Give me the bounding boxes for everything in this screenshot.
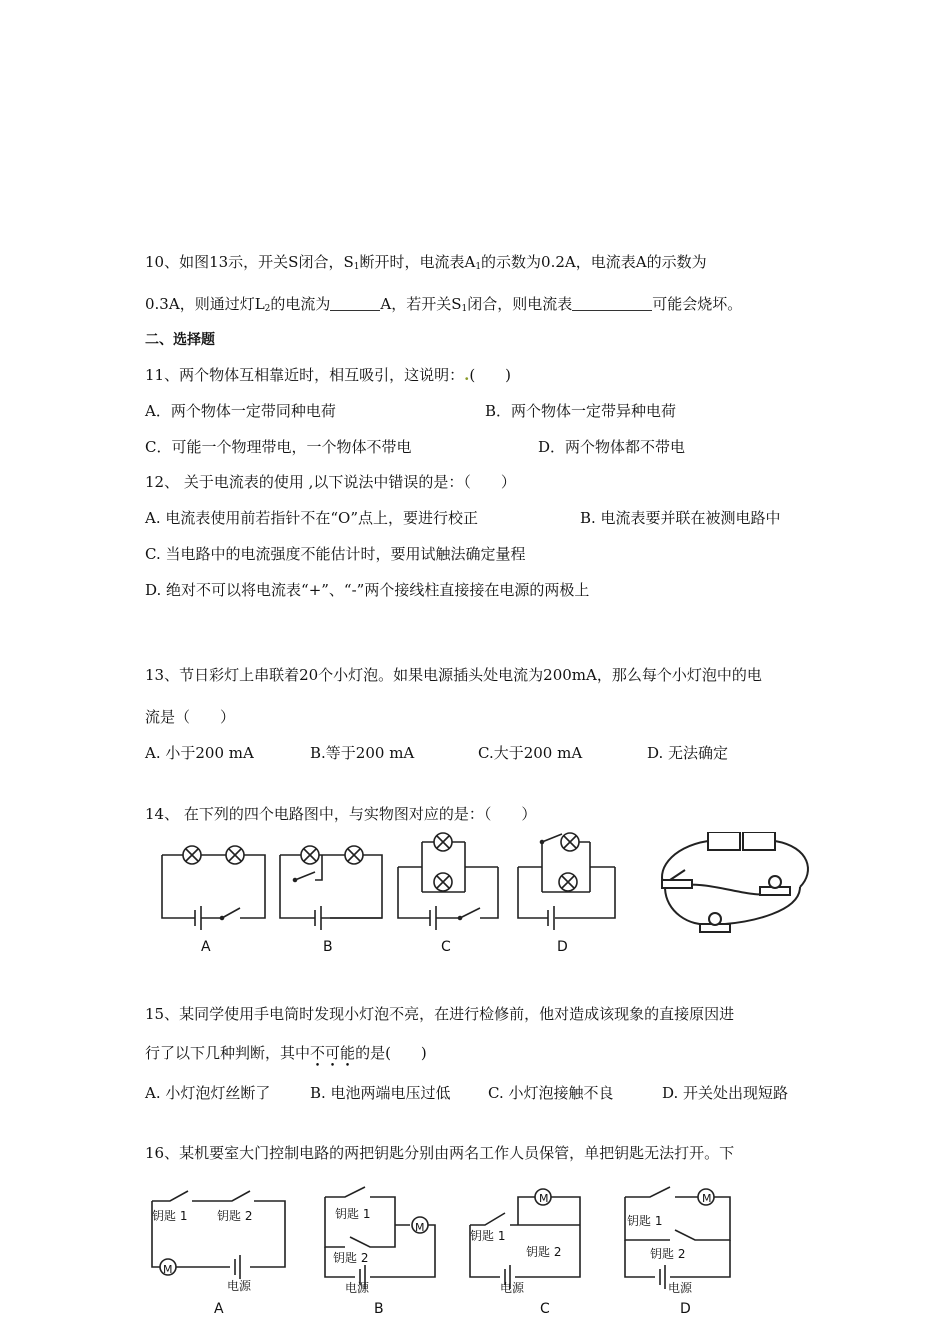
q15-line1: 15、某同学使用手电筒时发现小灯泡不亮，在进行检修前，他对造成该现象的直接原因进 <box>145 1005 735 1023</box>
q13-option-a: A. 小于200 mA <box>145 744 254 762</box>
circuit-16-b <box>325 1187 435 1289</box>
answer-blank-1[interactable] <box>330 296 380 311</box>
q13-line2: 流是（ ） <box>145 708 236 726</box>
q14-label-b: B <box>323 939 333 955</box>
q14-stem: 14、 在下列的四个电路图中，与实物图对应的是：（ ） <box>145 805 537 823</box>
q11-option-c: C．可能一个物理带电，一个物体不带电 <box>145 438 412 456</box>
q11-option-a: A．两个物体一定带同种电荷 <box>145 402 336 420</box>
q15-option-b: B. 电池两端电压过低 <box>310 1084 451 1102</box>
q16-c-key1: 钥匙 1 <box>470 1229 506 1243</box>
answer-blank-2[interactable] <box>572 296 652 311</box>
q16-a-motor: M <box>163 1263 173 1276</box>
q16-b-power: 电源 <box>345 1281 370 1295</box>
q15-option-a: A. 小灯泡灯丝断了 <box>145 1084 271 1102</box>
q12-option-c: C. 当电路中的电流强度不能估计时，要用试触法确定量程 <box>145 545 526 563</box>
q16-c-key2: 钥匙 2 <box>526 1245 562 1259</box>
q14-label-a: A <box>201 939 211 955</box>
q12-option-d: D. 绝对不可以将电流表“+”、“-”两个接线柱直接接在电源的两极上 <box>145 581 590 599</box>
q15-line2: 行了以下几种判断，其中不可能的是( ) <box>145 1044 427 1062</box>
q15-option-d: D. 开关处出现短路 <box>662 1084 789 1102</box>
q13-option-d: D. 无法确定 <box>647 744 729 762</box>
q11-option-b: B．两个物体一定带异种电荷 <box>485 402 677 420</box>
circuit-a <box>162 846 265 930</box>
q16-d-key1: 钥匙 1 <box>627 1214 663 1228</box>
circuit-b <box>280 846 382 930</box>
section-heading: 二、选择题 <box>145 332 215 348</box>
q15-option-c: C. 小灯泡接触不良 <box>488 1084 614 1102</box>
q16-b-motor: M <box>415 1221 425 1234</box>
q12-option-b: B. 电流表要并联在被测电路中 <box>580 509 781 527</box>
circuit-c <box>398 833 498 930</box>
q16-a-key2: 钥匙 2 <box>217 1209 253 1223</box>
q13-line1: 13、节日彩灯上串联着20个小灯泡。如果电源插头处电流为200mA，那么每个小灯泡中的电 <box>145 666 762 684</box>
q16-label-a: A <box>214 1301 224 1317</box>
q16-b-key1: 钥匙 1 <box>335 1207 371 1221</box>
q16-c-motor: M <box>539 1192 549 1205</box>
circuit-16-d <box>625 1187 730 1289</box>
q16-label-b: B <box>374 1301 384 1317</box>
q10-line1: 10、如图13示，开关S闭合，$S_1$断开时，电流表$A_1$的示数为0.2A，电流表A的示数为 <box>145 253 707 272</box>
q14-label-d: D <box>557 939 568 955</box>
q13-option-c: C.大于200 mA <box>478 744 583 762</box>
q11-stem: 11、两个物体互相靠近时，相互吸引，这说明：.( ) <box>145 366 512 384</box>
q11-option-d: D．两个物体都不带电 <box>538 438 686 456</box>
q16-stem: 16、某机要室大门控制电路的两把钥匙分别由两名工作人员保管，单把钥匙无法打开。下 <box>145 1144 735 1162</box>
q10-line2: 0.3A，则通过灯$L_2$的电流为 A，若开关$S_1$闭合，则电流表 可能会烧坏。 <box>145 295 743 314</box>
q16-d-power: 电源 <box>668 1281 693 1295</box>
q16-label-c: C <box>540 1301 550 1317</box>
q16-d-key2: 钥匙 2 <box>650 1247 686 1261</box>
q14-circuit-diagrams <box>150 832 815 957</box>
q12-option-a: A. 电流表使用前若指针不在“O”点上，要进行校正 <box>145 509 479 527</box>
q12-stem: 12、 关于电流表的使用 ,以下说法中错误的是：（ ） <box>145 473 516 491</box>
circuit-d <box>518 833 615 930</box>
q16-a-key1: 钥匙 1 <box>152 1209 188 1223</box>
q16-b-key2: 钥匙 2 <box>333 1251 369 1265</box>
real-circuit-photo <box>662 832 808 932</box>
q16-a-power: 电源 <box>227 1279 252 1293</box>
q16-d-motor: M <box>702 1192 712 1205</box>
q16-label-d: D <box>680 1301 691 1317</box>
q13-option-b: B.等于200 mA <box>310 744 415 762</box>
q14-label-c: C <box>441 939 451 955</box>
q16-c-power: 电源 <box>500 1281 525 1295</box>
